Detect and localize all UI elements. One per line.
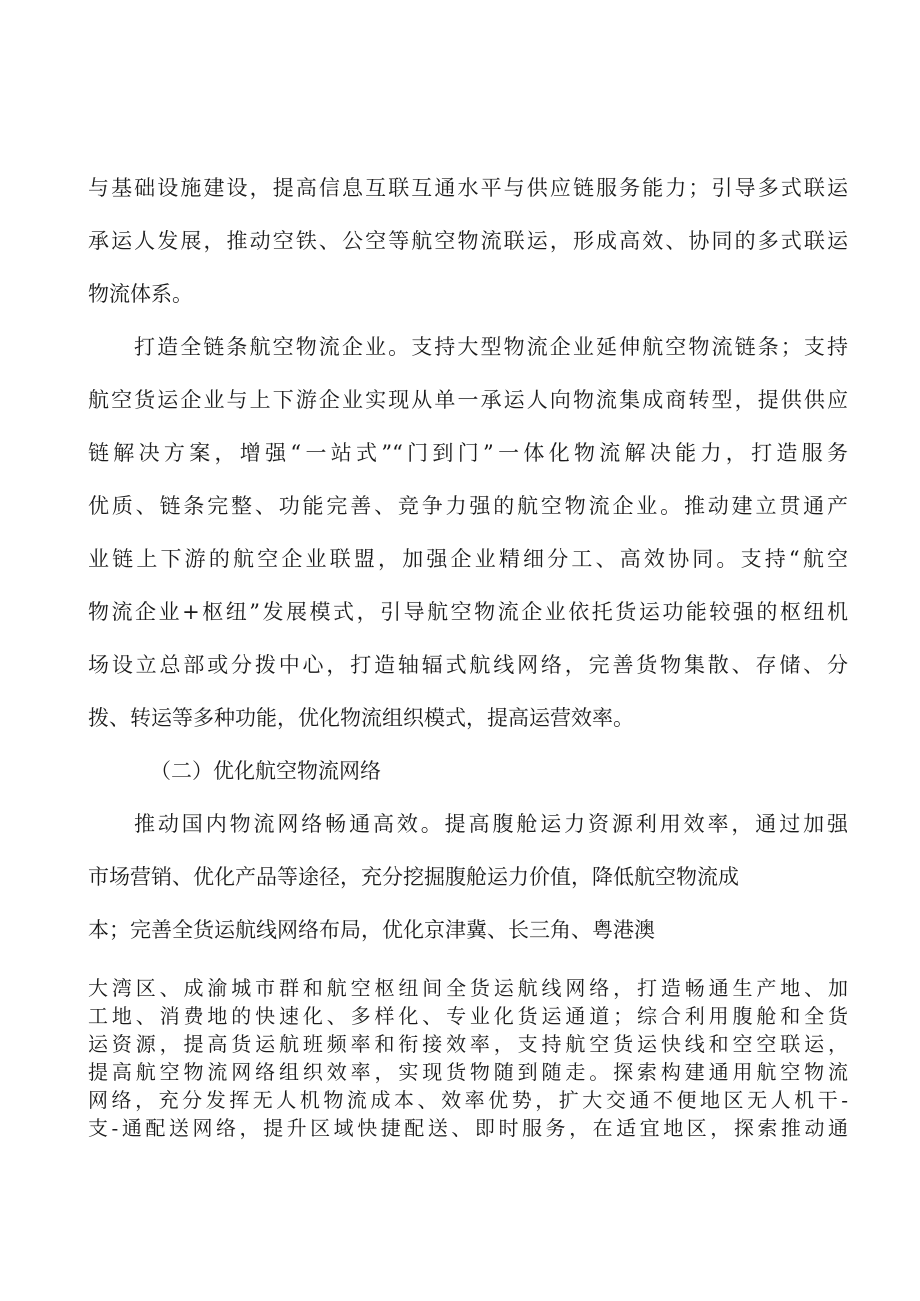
text-line: 优质、链条完整、功能完善、竞争力强的航空物流企业。推动建立贯通产 bbox=[88, 494, 848, 518]
text-line: 运资源，提高货运航班频率和衔接效率，支持航空货运快线和空空联运， bbox=[88, 1032, 848, 1056]
text-line: 场设立总部或分拨中心，打造轴辐式航线网络，完善货物集散、存储、分 bbox=[88, 653, 848, 677]
text-line: 物流企业+枢纽”发展模式，引导航空物流企业依托货运功能较强的枢纽机 bbox=[88, 600, 848, 624]
text-line: 承运人发展，推动空铁、公空等航空物流联运，形成高效、协同的多式联运 bbox=[88, 229, 848, 253]
text-line: 拨、转运等多种功能，优化物流组织模式，提高运营效率。 bbox=[88, 706, 634, 730]
text-line: 推动国内物流网络畅通高效。提高腹舱运力资源利用效率，通过加强 bbox=[134, 812, 848, 836]
text-line: 业链上下游的航空企业联盟，加强企业精细分工、高效协同。支持“航空 bbox=[88, 547, 848, 571]
text-line: 大湾区、成渝城市群和航空枢纽间全货运航线网络，打造畅通生产地、加 bbox=[88, 976, 848, 1000]
section-heading: （二）优化航空物流网络 bbox=[150, 759, 381, 783]
text-line: 本；完善全货运航线网络布局，优化京津冀、长三角、粤港澳 bbox=[88, 918, 655, 942]
text-line: 与基础设施建设，提高信息互联互通水平与供应链服务能力；引导多式联运 bbox=[88, 176, 848, 200]
text-line: 航空货运企业与上下游企业实现从单一承运人向物流集成商转型，提供供应 bbox=[88, 388, 848, 412]
text-line: 网络，充分发挥无人机物流成本、效率优势，扩大交通不便地区无人机干- bbox=[88, 1088, 848, 1112]
text-line: 提高航空物流网络组织效率，实现货物随到随走。探索构建通用航空物流 bbox=[88, 1060, 848, 1084]
text-line: 打造全链条航空物流企业。支持大型物流企业延伸航空物流链条；支持 bbox=[134, 335, 848, 359]
text-line: 物流体系。 bbox=[88, 282, 193, 306]
text-line: 市场营销、优化产品等途径，充分挖掘腹舱运力价值，降低航空物流成 bbox=[88, 865, 739, 889]
text-line: 链解决方案，增强“一站式”“门到门”一体化物流解决能力，打造服务 bbox=[88, 441, 848, 465]
text-line: 工地、消费地的快速化、多样化、专业化货运通道；综合利用腹舱和全货 bbox=[88, 1004, 848, 1028]
text-line: 支-通配送网络，提升区域快捷配送、即时服务，在适宜地区，探索推动通 bbox=[88, 1116, 848, 1140]
